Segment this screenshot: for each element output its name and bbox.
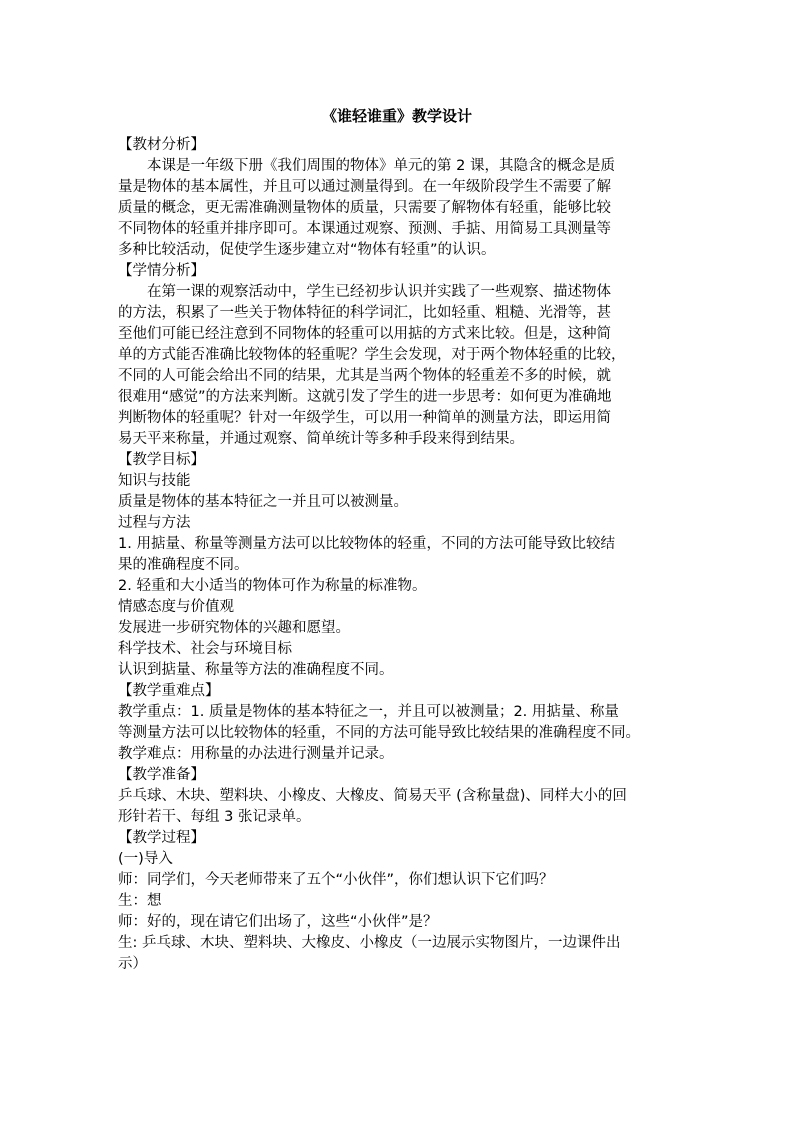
section-preparation <box>118 765 688 828</box>
paragraph-line: 乒乓球、木块、塑料块、小橡皮、大橡皮、简易天平 (含称量盘)、同样大小的回 <box>118 788 627 804</box>
paragraph-line: 知识与技能 <box>118 473 191 489</box>
paragraph-line: 情感态度与价值观 <box>118 599 234 615</box>
section-student-analysis <box>118 261 688 450</box>
paragraph-line: 师：同学们，今天老师带来了五个“小伙伴”，你们想认识下它们吗？ <box>118 872 554 888</box>
paragraph-line: 生: 乒乓球、木块、塑料块、大橡皮、小橡皮（一边展示实物图片，一边课件出 <box>118 935 621 951</box>
paragraph-line: 质量的概念，更无需准确测量物体的质量，只需要了解物体有轻重，能够比较 <box>118 200 611 216</box>
paragraph-line: 判断物体的轻重呢？针对一年级学生，可以用一种简单的测量方法，即运用简 <box>118 410 611 426</box>
paragraph-line: 1. 用掂量、称量等测量方法可以比较物体的轻重，不同的方法可能导致比较结 <box>118 536 615 552</box>
section-heading: 【教学过程】 <box>118 830 205 846</box>
paragraph-line: (一)导入 <box>118 851 173 867</box>
paragraph-line: 生：想 <box>118 893 162 909</box>
paragraph-line: 很难用“感觉”的方法来判断。这就引发了学生的进一步思考：如何更为准确地 <box>118 389 612 405</box>
paragraph-line: 多种比较活动，促使学生逐步建立对“物体有轻重”的认识。 <box>118 242 496 258</box>
paragraph-line: 教学难点：用称量的办法进行测量并记录。 <box>118 746 394 762</box>
paragraph-line: 发展进一步研究物体的兴趣和愿望。 <box>118 620 350 636</box>
paragraph-line: 质量是物体的基本特征之一并且可以被测量。 <box>118 494 408 510</box>
document-body <box>118 135 688 975</box>
section-heading: 【学情分析】 <box>118 263 205 279</box>
paragraph-line: 量是物体的基本属性，并且可以通过测量得到。在一年级阶段学生不需要了解 <box>118 179 611 195</box>
paragraph-line: 2. 轻重和大小适当的物体可作为称量的标准物。 <box>118 578 427 594</box>
paragraph-line: 不同的人可能会给出不同的结果，尤其是当两个物体的轻重差不多的时候，就 <box>118 368 611 384</box>
paragraph-line: 的方法，积累了一些关于物体特征的科学词汇，比如轻重、粗糙、光滑等，甚 <box>118 305 611 321</box>
paragraph-line: 不同物体的轻重并排序即可。本课通过观察、预测、手掂、用简易工具测量等 <box>118 221 611 237</box>
paragraph-line: 科学技术、社会与环境目标 <box>118 641 292 657</box>
section-heading: 【教学重难点】 <box>118 683 220 699</box>
document-title: 《谁轻谁重》教学设计 <box>321 107 472 125</box>
paragraph-line: 示） <box>118 956 147 972</box>
section-teaching-goals <box>118 450 688 681</box>
section-heading: 【教学目标】 <box>118 452 205 468</box>
paragraph-line: 单的方式能否准确比较物体的轻重呢？学生会发现，对于两个物体轻重的比较， <box>118 347 626 363</box>
paragraph-line: 等测量方法可以比较物体的轻重，不同的方法可能导致比较结果的准确程度不同。 <box>118 725 640 741</box>
paragraph-line: 形针若干、每组 3 张记录单。 <box>118 809 311 825</box>
paragraph-line: 认识到掂量、称量等方法的准确程度不同。 <box>118 662 394 678</box>
section-key-points <box>118 681 688 765</box>
paragraph-line: 果的准确程度不同。 <box>118 557 249 573</box>
section-material-analysis <box>118 135 688 261</box>
paragraph-line: 师：好的，现在请它们出场了，这些“小伙伴”是？ <box>118 914 438 930</box>
paragraph-line: 在第一课的观察活动中，学生已经初步认识并实践了一些观察、描述物体 <box>118 284 611 300</box>
paragraph-line: 易天平来称量，并通过观察、简单统计等多种手段来得到结果。 <box>118 431 524 447</box>
paragraph-line: 至他们可能已经注意到不同物体的轻重可以用掂的方式来比较。但是，这种简 <box>118 326 611 342</box>
paragraph-line: 过程与方法 <box>118 515 191 531</box>
paragraph-line: 教学重点：1. 质量是物体的基本特征之一，并且可以被测量；2. 用掂量、称量 <box>118 704 619 720</box>
paragraph-line: 本课是一年级下册《我们周围的物体》单元的第 2 课，其隐含的概念是质 <box>118 158 615 174</box>
section-heading: 【教学准备】 <box>118 767 205 783</box>
section-teaching-process <box>118 828 688 975</box>
section-heading: 【教材分析】 <box>118 137 205 153</box>
